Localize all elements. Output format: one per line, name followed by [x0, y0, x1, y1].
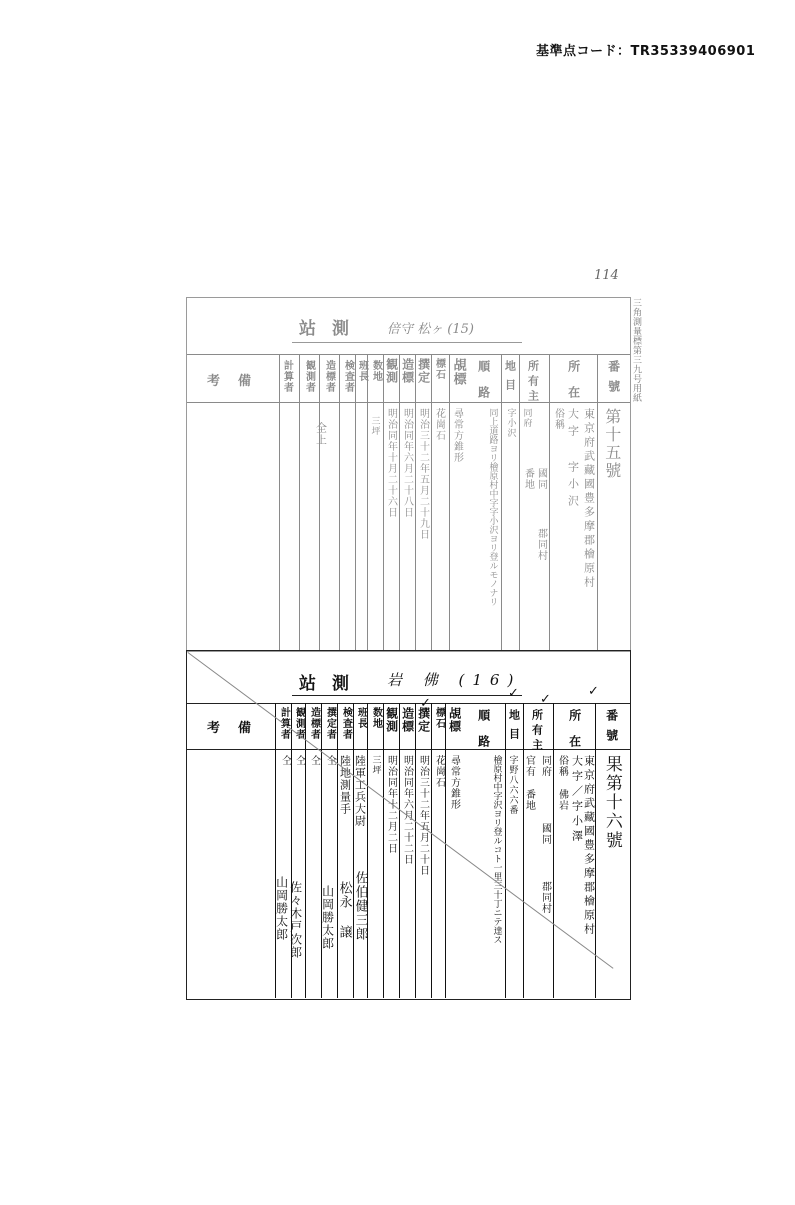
header-owner: 所有主: [526, 360, 540, 405]
col-divider: [305, 703, 306, 998]
value-observation: 明治同年十月二十六日: [385, 408, 397, 518]
col-divider: [549, 354, 550, 650]
col-divider: [353, 703, 354, 998]
header-beacon: 覘標: [447, 707, 462, 733]
value-route-1: 字野八六六番: [507, 755, 518, 815]
title-underline: [292, 342, 522, 343]
header-land-category: 地目: [503, 360, 517, 398]
header-observer: 観測者: [293, 707, 305, 740]
check-mark: ✓: [588, 684, 599, 699]
header-observation: 観測: [384, 707, 399, 733]
value-route-2: 檜原村中字沢ヨリ登ルコト一里三十丁ニテ達ス: [491, 755, 502, 944]
value-land-count: 三坪: [370, 755, 381, 775]
value-number: 果第十六號: [601, 755, 622, 850]
check-mark: ✓: [540, 692, 551, 707]
header-builder: 造標者: [323, 360, 335, 393]
col-divider: [355, 354, 356, 650]
value-construction: 明治同年六月二十八日: [401, 408, 413, 518]
value-builder-mark: 仝: [308, 755, 320, 766]
col-divider: [449, 354, 450, 650]
header-land-count: 数地: [370, 707, 382, 729]
header-route: 順路: [476, 709, 491, 761]
header-stone: 標石: [433, 707, 445, 729]
station-name: 岩 佛 (16): [387, 671, 522, 689]
col-divider: [501, 354, 502, 650]
col-divider: [279, 354, 280, 650]
col-divider: [399, 703, 400, 998]
value-location-prefecture: 東京府武藏國豊多摩郡檜原村: [582, 755, 596, 937]
header-inspector: 検査者: [342, 360, 354, 393]
value-number: 第十五號: [602, 408, 622, 480]
value-inspector-name: 松永 譲: [336, 881, 352, 939]
col-divider: [505, 703, 506, 998]
value-chief: 陸軍工兵大尉: [353, 755, 367, 827]
header-location: 所在: [567, 709, 582, 761]
header-observation: 観測: [384, 358, 399, 384]
header-construction: 造標: [400, 358, 415, 384]
reference-code: 基準点コード：TR35339406901: [536, 44, 756, 59]
header-selector: 撰定者: [324, 707, 336, 740]
value-observation: 明治同年十二月二日: [385, 755, 397, 854]
header-land-count: 数地: [370, 360, 382, 382]
value-calculator-name: 山岡勝太郎: [274, 876, 289, 941]
value-location-aza: 大字 字小沢: [566, 408, 580, 512]
value-selection: 明治三十二年五月二十九日: [417, 408, 429, 540]
header-builder: 造標者: [308, 707, 320, 740]
value-beacon: 尋常方錐形: [448, 755, 460, 810]
header-chief: 班長: [356, 360, 368, 382]
value-stone: 花崗石: [433, 755, 445, 788]
header-remarks: 考備: [207, 374, 270, 389]
value-location-aza: 大字／字小澤: [570, 755, 584, 845]
col-divider: [445, 703, 446, 998]
value-observer-mark: 仝: [293, 755, 305, 766]
header-calculator: 計算者: [281, 360, 293, 393]
value-calculator-mark: 仝: [279, 755, 291, 766]
col-divider: [383, 703, 384, 998]
header-top-line: [187, 354, 630, 355]
col-divider: [523, 703, 524, 998]
col-divider: [367, 354, 368, 650]
value-inspector: 陸地測量手: [338, 755, 352, 815]
col-divider: [299, 354, 300, 650]
header-remarks: 考備: [207, 721, 270, 736]
header-construction: 造標: [400, 707, 415, 733]
value-staff-note: 全上: [314, 422, 328, 446]
value-selector-name: 山岡勝太郎: [320, 885, 335, 950]
col-divider: [383, 354, 384, 650]
header-chief: 班長: [355, 707, 367, 729]
header-observer: 観測者: [303, 360, 315, 393]
col-divider: [431, 703, 432, 998]
check-mark: ✓: [508, 686, 519, 701]
value-builder-name: 佐々木戸次郎: [288, 881, 303, 959]
col-divider: [415, 703, 416, 998]
value-land-count: 三坪: [369, 416, 380, 436]
header-location: 所在: [566, 360, 581, 412]
col-divider: [519, 354, 520, 650]
header-inspector: 検査者: [340, 707, 352, 740]
col-divider: [553, 703, 554, 998]
record-title: 站測: [299, 674, 365, 694]
header-beacon: 覘標: [450, 358, 466, 386]
header-stone: 標石: [433, 358, 445, 380]
value-owner-2: 國同: [535, 468, 547, 490]
header-land-category: 地目: [507, 709, 521, 747]
margin-note: 三角測量標第三九号用紙: [631, 298, 641, 403]
header-number: 番號: [606, 360, 621, 400]
value-owner-3: 郡同村: [535, 528, 547, 561]
value-stone: 花崗石: [433, 408, 445, 441]
value-owner-2: 國同: [539, 823, 551, 845]
check-mark: ✓: [420, 696, 431, 711]
value-owner-1: 同府: [521, 408, 532, 428]
col-divider: [431, 354, 432, 650]
value-route: 同上道路ヨリ檜原村中字字小沢ヨリ登ルモノナリ: [487, 408, 498, 606]
value-beacon: 尋常方錐形: [451, 408, 463, 463]
value-owner-1: 同府: [539, 755, 551, 777]
value-owner-3: 郡同村: [539, 881, 551, 914]
value-land-category: 官有 番地: [523, 755, 535, 811]
col-divider: [321, 703, 322, 998]
header-calculator: 計算者: [278, 707, 290, 740]
header-number: 番號: [604, 709, 619, 749]
value-location-prefecture: 東京府武藏國豊多摩郡檜原村: [582, 408, 596, 590]
value-owner-4: 番地: [522, 468, 534, 490]
header-selection: 撰定: [416, 358, 431, 384]
col-divider: [339, 354, 340, 650]
col-divider: [337, 703, 338, 998]
col-divider: [597, 354, 598, 650]
record-sheet-16: [186, 650, 631, 1000]
value-location-common: 俗稱 佛岩: [556, 755, 568, 811]
value-land-category: 字小沢: [505, 408, 516, 438]
col-divider: [275, 703, 276, 998]
header-selection: 撰定: [416, 707, 431, 733]
header-route: 順路: [476, 360, 491, 412]
col-divider: [399, 354, 400, 650]
value-selector-mark: 仝: [324, 755, 336, 766]
station-name: 倍守 松ヶ (15): [387, 322, 474, 337]
record-title: 站測: [299, 319, 365, 339]
header-owner: 所有主: [530, 709, 544, 754]
col-divider: [319, 354, 320, 650]
page-number: 114: [594, 268, 619, 283]
value-construction: 明治同年六月二十二日: [401, 755, 413, 865]
value-location-common: 俗稱: [552, 408, 564, 430]
title-underline: [292, 695, 522, 696]
record-sheet-15: [186, 297, 631, 652]
col-divider: [415, 354, 416, 650]
header-top-line: [187, 703, 630, 704]
header-bottom-line: [187, 749, 630, 750]
col-divider: [367, 703, 368, 998]
value-chief-name: 佐伯健三郎: [352, 871, 368, 941]
value-selection: 明治三十二年五月二十日: [417, 755, 429, 876]
header-bottom-line: [187, 402, 630, 403]
